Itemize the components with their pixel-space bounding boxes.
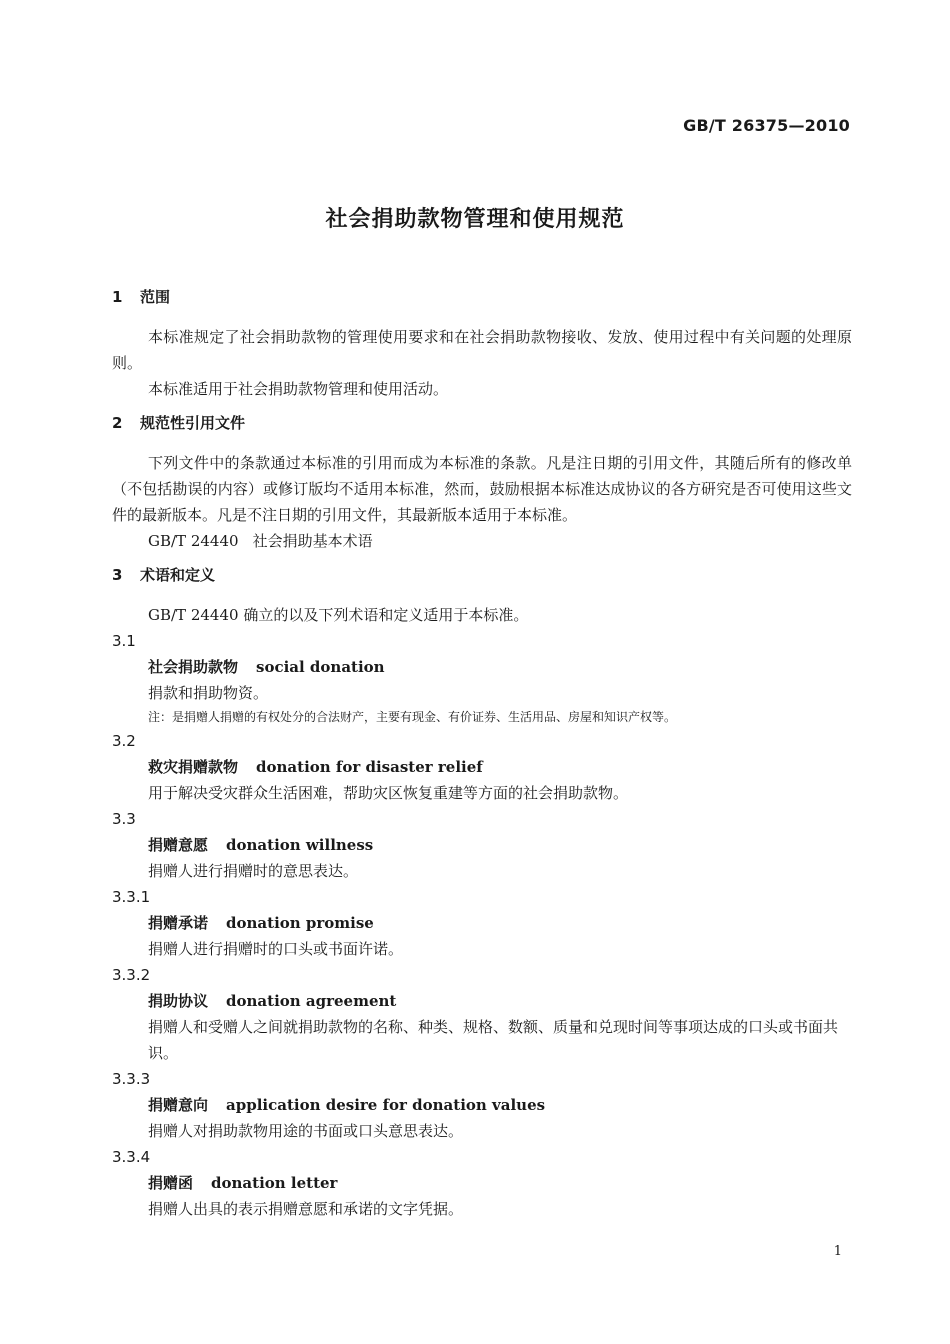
term-name — [112, 654, 852, 680]
term-name — [112, 910, 852, 936]
term-definition: 捐款和捐助物资。 — [148, 684, 269, 702]
term-name-en: donation willness — [226, 836, 374, 854]
term-name-zh: 救灾捐赠款物 — [148, 758, 239, 776]
scope-paragraph-2: 本标准适用于社会捐助款物管理和使用活动。 — [148, 380, 449, 398]
term-definition: 捐赠人进行捐赠时的意思表达。 — [148, 862, 359, 880]
reference-title: 社会捐助基本术语 — [252, 532, 373, 550]
term-name-zh: 社会捐助款物 — [148, 658, 239, 676]
term-number: 3.3.1 — [112, 888, 151, 906]
section-heading-terms — [112, 562, 852, 588]
references-paragraph: 下列文件中的条款通过本标准的引用而成为本标准的条款。凡是注日期的引用文件，其随后所有的修改单（不包括勘误的内容）或修订版均不适用本标准，然而，鼓励根据本标准达成协议的各方研究是否可使用这些文件的最新版本。凡是不注日期的引用文件，其最新版本适用于本标准。 — [112, 454, 852, 524]
term-definition: 捐赠人对捐助款物用途的书面或口头意思表达。 — [148, 1122, 464, 1140]
scope-paragraph-1: 本标准规定了社会捐助款物的管理使用要求和在社会捐助款物接收、发放、使用过程中有关问题的处理原则。 — [112, 328, 852, 372]
term-name — [112, 988, 852, 1014]
term-name — [112, 754, 852, 780]
section-title: 范围 — [140, 288, 171, 306]
term-name-en: application desire for donation values — [226, 1096, 546, 1114]
term-number: 3.3.2 — [112, 966, 151, 984]
term-note: 注：是捐赠人捐赠的有权处分的合法财产，主要有现金、有价证券、生活用品、房屋和知识产权等。 — [148, 710, 677, 724]
section-number: 1 — [112, 288, 123, 306]
term-definition: 捐赠人和受赠人之间就捐助款物的名称、种类、规格、数额、质量和兑现时间等事项达成的口头或书面共识。 — [148, 1018, 839, 1062]
term-name-zh: 捐赠意愿 — [148, 836, 209, 854]
term-name-en: donation promise — [226, 914, 374, 932]
standard-number: GB/T 26375—2010 — [683, 116, 850, 135]
term-name-en: donation agreement — [226, 992, 397, 1010]
term-name-en: social donation — [256, 658, 385, 676]
section-heading-scope — [112, 284, 852, 310]
term-name-zh: 捐助协议 — [148, 992, 209, 1010]
term-number: 3.3 — [112, 810, 136, 828]
reference-entry — [112, 528, 852, 554]
section-number: 2 — [112, 414, 123, 432]
term-name — [112, 1092, 852, 1118]
term-name — [112, 1170, 852, 1196]
term-number: 3.1 — [112, 632, 136, 650]
term-definition: 捐赠人出具的表示捐赠意愿和承诺的文字凭据。 — [148, 1200, 464, 1218]
document-body — [112, 284, 852, 1222]
terms-intro: GB/T 24440 确立的以及下列术语和定义适用于本标准。 — [148, 606, 529, 624]
section-title: 术语和定义 — [140, 566, 216, 584]
term-number: 3.3.3 — [112, 1070, 151, 1088]
reference-code: GB/T 24440 — [148, 532, 239, 550]
term-definition: 用于解决受灾群众生活困难，帮助灾区恢复重建等方面的社会捐助款物。 — [148, 784, 629, 802]
term-number: 3.3.4 — [112, 1148, 151, 1166]
term-name-zh: 捐赠函 — [148, 1174, 194, 1192]
term-name-zh: 捐赠承诺 — [148, 914, 209, 932]
term-name — [112, 832, 852, 858]
section-heading-normative-references — [112, 410, 852, 436]
term-number: 3.2 — [112, 732, 136, 750]
document-title: 社会捐助款物管理和使用规范 — [325, 207, 625, 232]
section-number: 3 — [112, 566, 123, 584]
term-name-zh: 捐赠意向 — [148, 1096, 209, 1114]
term-definition: 捐赠人进行捐赠时的口头或书面许诺。 — [148, 940, 404, 958]
section-title: 规范性引用文件 — [140, 414, 246, 432]
page-number: 1 — [833, 1244, 842, 1259]
term-name-en: donation for disaster relief — [256, 758, 483, 776]
term-name-en: donation letter — [211, 1174, 338, 1192]
